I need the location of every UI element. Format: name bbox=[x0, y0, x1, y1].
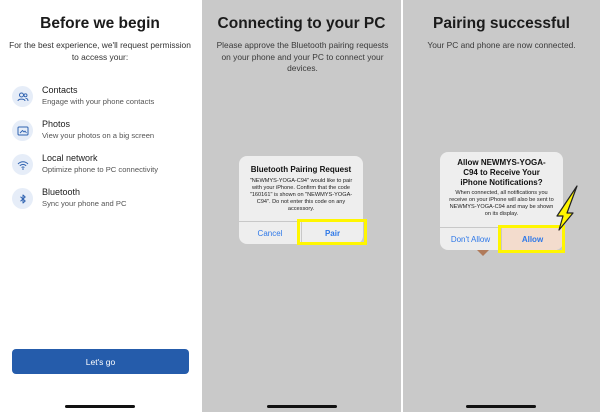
connecting-screen bbox=[202, 0, 401, 412]
allow-button[interactable]: Allow bbox=[502, 228, 563, 250]
permission-item-bluetooth bbox=[0, 186, 200, 218]
permission-item-contacts bbox=[0, 84, 200, 116]
permission-item-local-network bbox=[0, 152, 200, 184]
permission-item-photos bbox=[0, 118, 200, 150]
page-subtitle: Please approve the Bluetooth pairing requests on your phone and your PC to connect your devices. bbox=[216, 40, 389, 73]
permission-description: Optimize phone to PC connectivity bbox=[42, 165, 159, 174]
dont-allow-button[interactable]: Don't Allow bbox=[440, 228, 501, 250]
photos-icon bbox=[12, 120, 33, 141]
dialog-title: Bluetooth Pairing Request bbox=[250, 165, 352, 174]
popover-caret bbox=[477, 250, 489, 256]
page-title: Pairing successful bbox=[433, 15, 570, 32]
page-title: Connecting to your PC bbox=[217, 15, 386, 32]
permission-name: Bluetooth bbox=[42, 187, 81, 197]
permissions-screen bbox=[0, 0, 200, 412]
permission-description: Engage with your phone contacts bbox=[42, 97, 155, 106]
pairing-success-screen bbox=[403, 0, 600, 412]
cancel-button[interactable]: Cancel bbox=[239, 222, 301, 244]
permission-name: Local network bbox=[42, 153, 98, 163]
contacts-icon bbox=[12, 86, 33, 107]
page-subtitle: Your PC and phone are now connected. bbox=[427, 40, 576, 50]
home-indicator[interactable] bbox=[65, 405, 135, 408]
home-indicator[interactable] bbox=[267, 405, 337, 408]
dialog-message: "NEWMYS-YOGA-C94" would like to pair with your iPhone. Confirm that the code "160161" is shown on "NEWMYS-YOGA-C94". Do not enter this code on any accessory. bbox=[249, 178, 353, 212]
pair-button[interactable]: Pair bbox=[302, 222, 363, 244]
page-subtitle: For the best experience, we'll request permission to access your: bbox=[9, 40, 191, 62]
permission-list bbox=[0, 84, 200, 220]
permission-name: Contacts bbox=[42, 85, 78, 95]
permission-description: View your photos on a big screen bbox=[42, 131, 155, 140]
wifi-icon bbox=[12, 154, 33, 175]
permission-description: Sync your phone and PC bbox=[42, 199, 127, 208]
pointer-arrow-icon bbox=[553, 183, 583, 233]
pair-button-highlight bbox=[297, 219, 367, 245]
dialog-title: Allow NEWMYS-YOGA-C94 to Receive Your iPhone Notifications? bbox=[457, 158, 546, 187]
dialog-message: When connected, all notifications you receive on your iPhone will also be sent to NEWMYS-YOGA-C94 and may be shown on its display. bbox=[449, 190, 554, 217]
lets-go-button[interactable]: Let's go bbox=[12, 349, 189, 374]
permission-name: Photos bbox=[42, 119, 71, 129]
home-indicator[interactable] bbox=[466, 405, 536, 408]
page-title: Before we begin bbox=[40, 15, 160, 32]
bluetooth-icon bbox=[12, 188, 33, 209]
